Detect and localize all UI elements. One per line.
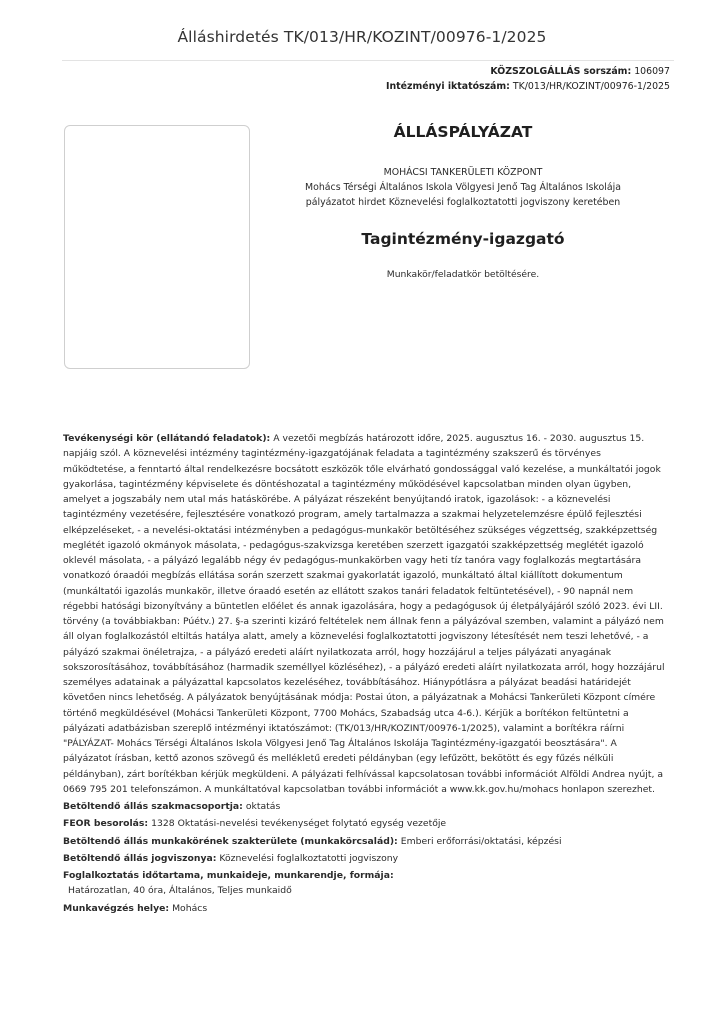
meta-block bbox=[386, 64, 670, 94]
area-label: Betöltendő állás munkakörének szakterülete (munkakörcsalád): bbox=[63, 835, 398, 847]
employment-label: Foglalkoztatás időtartama, munkaideje, munkarendje, formája: bbox=[63, 870, 394, 881]
feor-label: FEOR besorolás: bbox=[63, 818, 149, 830]
group-value: oktatás bbox=[245, 801, 281, 812]
page-header bbox=[0, 28, 724, 46]
feor-value: 1328 Oktatási-nevelési tevékenységet folytató egység vezetője bbox=[151, 818, 447, 830]
main-title: ÁLLÁSPÁLYÁZAT bbox=[393, 123, 533, 141]
place-value: Mohács bbox=[172, 902, 208, 914]
header-id: TK/013/HR/KOZINT/00976-1/2025 bbox=[283, 28, 547, 46]
group-row bbox=[63, 799, 666, 814]
title-block bbox=[258, 120, 668, 280]
institution-line-1: MOHÁCSI TANKERÜLETI KÖZPONT bbox=[383, 167, 543, 178]
area-value: Emberi erőforrási/oktatási, képzési bbox=[400, 835, 562, 847]
area-row bbox=[63, 834, 666, 849]
header-prefix: Álláshirdetés bbox=[177, 28, 279, 46]
details-section bbox=[63, 431, 666, 916]
activity-label: Tevékenységi kör (ellátandó feladatok): bbox=[63, 433, 271, 444]
place-label: Munkavégzés helye: bbox=[63, 902, 170, 914]
institution-line-3: pályázatot hirdet Köznevelési foglalkoztatotti jogviszony keretében bbox=[305, 197, 621, 208]
filing-row bbox=[386, 79, 670, 94]
employment-row bbox=[63, 868, 666, 899]
place-row bbox=[63, 901, 666, 916]
group-label: Betöltendő állás szakmacsoportja: bbox=[63, 801, 243, 812]
serial-value: 106097 bbox=[634, 66, 670, 77]
institution-line-2: Mohács Térségi Általános Iskola Völgyesi Jenő Tag Általános Iskolája bbox=[305, 182, 621, 193]
serial-label: KÖZSZOLGÁLLÁS sorszám: bbox=[490, 66, 632, 77]
position-title: Tagintézmény-igazgató bbox=[361, 230, 565, 248]
purpose-text: Munkakör/feladatkör betöltésére. bbox=[386, 269, 540, 280]
header-divider bbox=[62, 60, 674, 61]
serial-row bbox=[386, 64, 670, 79]
logo-placeholder bbox=[64, 125, 250, 369]
relation-value: Köznevelési foglalkoztatotti jogviszony bbox=[219, 852, 399, 864]
relation-label: Betöltendő állás jogviszonya: bbox=[63, 852, 217, 864]
institution bbox=[258, 165, 668, 210]
relation-row bbox=[63, 851, 666, 866]
employment-value: Határozatlan, 40 óra, Általános, Teljes munkaidő bbox=[68, 885, 292, 897]
filing-label: Intézményi iktatószám: bbox=[385, 81, 510, 92]
activity-paragraph bbox=[63, 431, 666, 797]
activity-text: A vezetői megbízás határozott időre, 2025. augusztus 16. - 2030. augusztus 15. napjáig szól. A köznevelési intézmény tagintézmény-igazgatójának feladata a tagintézmény szakszerű és törvényes működtetése, a fenntartó által rendelkezésre bocsátott eszközök tőle elvárható gondossággal való kezelése, a munkáltatói jogok gyakorlása, tagintézmény képviselete és döntéshozatal a tagintézmény működésével kapcsolatban minden olyan ügyben, amelyet a jogszabály nem utal más hatáskörébe. A pályázat részeként benyújtandó iratok, igazolások: - a köznevelési tagintézmény vezetésére, fejlesztésére vonatkozó program, amely tartalmazza a szakmai helyzetelemzésre épülő fejlesztési elképzeléseket, - a nevelési-oktatási intézményben a pedagógus-munkakör betöltéséhez szükséges végzettség, szakképzettség meglétét igazoló okmányok másolata, - pedagógus-szakvizsga keretében szerzett igazgatói szakképzettség meglétét igazoló oklevél másolata, - a pályázó legalább négy év pedagógus-munkakörben vagy heti tíz tanóra vagy foglalkozás megtartására vonatkozó óraadói megbízás ellátása során szerzett szakmai gyakorlatát igazoló, munkáltató által kiállított dokumentum (munkáltatói igazolás munkakör, illetve óraadó esetén az ellátott szakos tanári feladatok feltüntetésével), - 90 napnál nem régebbi hatósági bizonyítvány a büntetlen előélet és annak igazolására, hogy a pedagógusok új életpályájáról szóló 2023. évi LII. törvény (a továbbiakban: Púétv.) 27. §-a szerinti kizáró feltételek nem állnak fenn a pályázóval szemben, valamint a pályázó nem áll olyan foglalkozástól eltiltás hatálya alatt, amely a köznevelési foglalkoztatotti jogviszony létesítését nem teszi lehetővé, - a pályázó szakmai önéletrajza, - a pályázó eredeti aláírt nyilatkozata arról, hogy hozzájárul a teljes pályázati anyagának sokszorosításához, továbbításához (harmadik személlyel közléséhez), - a pályázó eredeti aláírt nyilatkozata arról, hogy hozzájárul személyes adatainak a pályázattal kapcsolatos kezeléséhez, továbbításához. Hiánypótlásra a pályázat beadási határidejét követően nincs lehetőség. A pályázatok benyújtásának módja: Postai úton, a pályázatnak a Mohácsi Tankerületi Központ címére történő megküldésével (Mohácsi Tankerületi Központ, 7700 Mohács, Szabadság utca 4-6.). Kérjük a borítékon feltüntetni a pályázati adatbázisban szereplő intézményi iktatószámot: (TK/013/HR/KOZINT/00976-1/2025), valamint a borítékra ráírni "PÁLYÁZAT- Mohács Térségi Általános Iskola Völgyesi Jenő Tag Általános Iskolája Tagintézmény-igazgatói beosztására". A pályázatot írásban, kettő azonos szövegű és mellékletű eredeti példányban (egy lefűzött, bekötött és egy fűzés nélküli példányban), zárt borítékban kérjük megküldeni. A pályázati felhívással kapcsolatosan további információt Alföldi Andrea nyújt, a 0669 795 201 telefonszámon. A munkáltatóval kapcsolatban további információt a www.kk.gov.hu/mohacs honlapon szerezhet. bbox=[63, 433, 665, 795]
feor-row bbox=[63, 816, 666, 831]
filing-value: TK/013/HR/KOZINT/00976-1/2025 bbox=[512, 81, 670, 92]
